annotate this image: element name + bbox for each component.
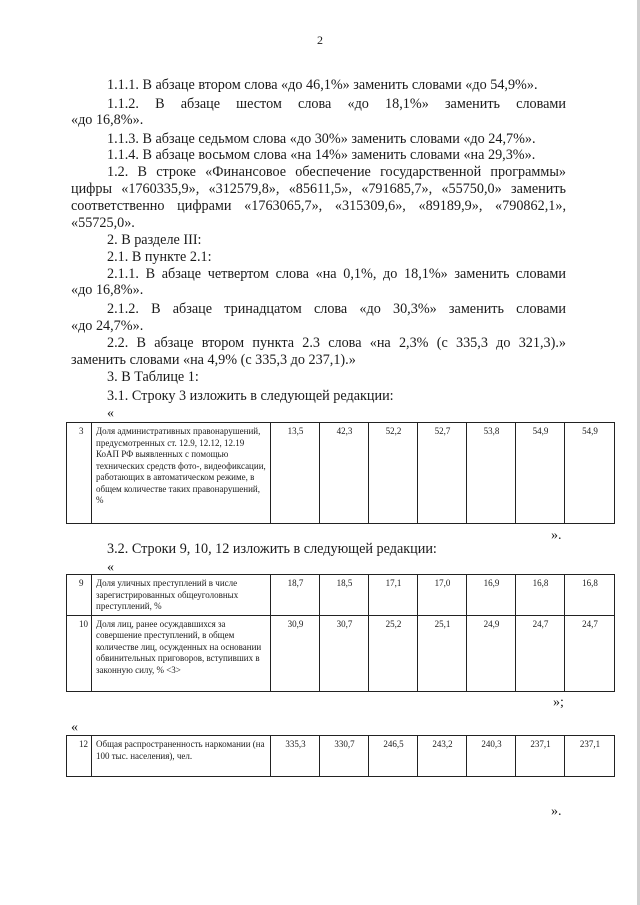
- open-quote-2: «: [107, 560, 114, 575]
- paragraph-2-2-line2: заменить словами «на 4,9% (с 335,3 до 237,1).»: [71, 352, 356, 368]
- paragraph-2-1: 2.1. В пункте 2.1:: [107, 249, 212, 265]
- row-number: 3: [67, 423, 92, 524]
- paragraph-1-1-3: 1.1.3. В абзаце седьмом слова «до 30%» заменить словами «до 24,7%».: [107, 131, 536, 147]
- value-cell: 24,7: [565, 615, 615, 691]
- table-row: [67, 423, 615, 524]
- table-row-12: [66, 735, 615, 777]
- row-description: Доля административных правонарушений, предусмотренных ст. 12.9, 12.12, 12.19 КоАП РФ выявленных с помощью технических средств фото-, видеофиксации, работающих в автоматическом режиме, в общем количестве таких правонарушений, %: [92, 423, 271, 524]
- table-row: [67, 615, 615, 691]
- paragraph-1-2-line2: цифры «1760335,9», «312579,8», «85611,5», «791685,7», «55750,0» заменить: [71, 181, 566, 197]
- row-description: Доля уличных преступлений в числе зарегистрированных общеуголовных преступлений, %: [92, 575, 271, 616]
- value-cell: 54,9: [565, 423, 615, 524]
- value-cell: 246,5: [369, 736, 418, 777]
- value-cell: 17,0: [418, 575, 467, 616]
- value-cell: 25,1: [418, 615, 467, 691]
- value-cell: 237,1: [516, 736, 565, 777]
- value-cell: 54,9: [516, 423, 565, 524]
- value-cell: 25,2: [369, 615, 418, 691]
- row-number: 12: [67, 736, 92, 777]
- paragraph-3: 3. В Таблице 1:: [107, 369, 199, 385]
- page-number: 2: [317, 33, 323, 47]
- paragraph-3-2: 3.2. Строки 9, 10, 12 изложить в следующей редакции:: [107, 541, 437, 557]
- value-cell: 52,2: [369, 423, 418, 524]
- paragraph-1-2-line4: «55725,0».: [71, 215, 135, 231]
- value-cell: 24,7: [516, 615, 565, 691]
- table-row-3: [66, 422, 615, 524]
- value-cell: 240,3: [467, 736, 516, 777]
- value-cell: 18,7: [271, 575, 320, 616]
- row-number: 10: [67, 615, 92, 691]
- value-cell: 18,5: [320, 575, 369, 616]
- row-number: 9: [67, 575, 92, 616]
- paragraph-2-1-1-line1: 2.1.1. В абзаце четвертом слова «на 0,1%, до 18,1%» заменить словами: [107, 266, 566, 282]
- paragraph-1-1-4: 1.1.4. В абзаце восьмом слова «на 14%» заменить словами «на 29,3%».: [107, 147, 536, 163]
- paragraph-2-2-line1: 2.2. В абзаце втором пункта 2.3 слова «на 2,3% (с 335,3 до 321,3).»: [107, 335, 566, 351]
- value-cell: 30,9: [271, 615, 320, 691]
- value-cell: 243,2: [418, 736, 467, 777]
- close-quote-1: ».: [551, 528, 562, 543]
- value-cell: 42,3: [320, 423, 369, 524]
- value-cell: 335,3: [271, 736, 320, 777]
- value-cell: 30,7: [320, 615, 369, 691]
- paragraph-1-2-line1: 1.2. В строке «Финансовое обеспечение государственной программы»: [107, 164, 566, 180]
- paragraph-1-1-1: 1.1.1. В абзаце втором слова «до 46,1%» заменить словами «до 54,9%».: [107, 77, 538, 93]
- close-quote-3: ».: [551, 804, 562, 819]
- value-cell: 16,8: [516, 575, 565, 616]
- value-cell: 13,5: [271, 423, 320, 524]
- value-cell: 53,8: [467, 423, 516, 524]
- paragraph-3-1: 3.1. Строку 3 изложить в следующей редакции:: [107, 388, 394, 404]
- paragraph-1-1-2-line2: «до 16,8%».: [71, 112, 144, 128]
- row-description: Общая распространенность наркомании (на 100 тыс. населения), чел.: [92, 736, 271, 777]
- paragraph-2-1-2-line1: 2.1.2. В абзаце тринадцатом слова «до 30,3%» заменить словами: [107, 301, 566, 317]
- open-quote-1: «: [107, 406, 114, 421]
- value-cell: 24,9: [467, 615, 516, 691]
- value-cell: 16,9: [467, 575, 516, 616]
- open-quote-3: «: [71, 720, 78, 735]
- value-cell: 16,8: [565, 575, 615, 616]
- paragraph-2: 2. В разделе III:: [107, 232, 202, 248]
- table-row: [67, 736, 615, 777]
- value-cell: 17,1: [369, 575, 418, 616]
- value-cell: 52,7: [418, 423, 467, 524]
- value-cell: 330,7: [320, 736, 369, 777]
- table-rows-9-10: [66, 574, 615, 692]
- value-cell: 237,1: [565, 736, 615, 777]
- table-row: [67, 575, 615, 616]
- paragraph-1-2-line3: соответственно цифрами «1763065,7», «315309,6», «89189,9», «790862,1»,: [71, 198, 566, 214]
- paragraph-1-1-2-line1: 1.1.2. В абзаце шестом слова «до 18,1%» заменить словами: [107, 96, 566, 112]
- paragraph-2-1-2-line2: «до 24,7%».: [71, 318, 144, 334]
- paragraph-2-1-1-line2: «до 16,8%».: [71, 282, 144, 298]
- row-description: Доля лиц, ранее осуждавшихся за совершение преступлений, в общем количестве лиц, осужденных на основании обвинительных приговоров, вступивших в законную силу, % <3>: [92, 615, 271, 691]
- close-quote-2: »;: [553, 695, 564, 710]
